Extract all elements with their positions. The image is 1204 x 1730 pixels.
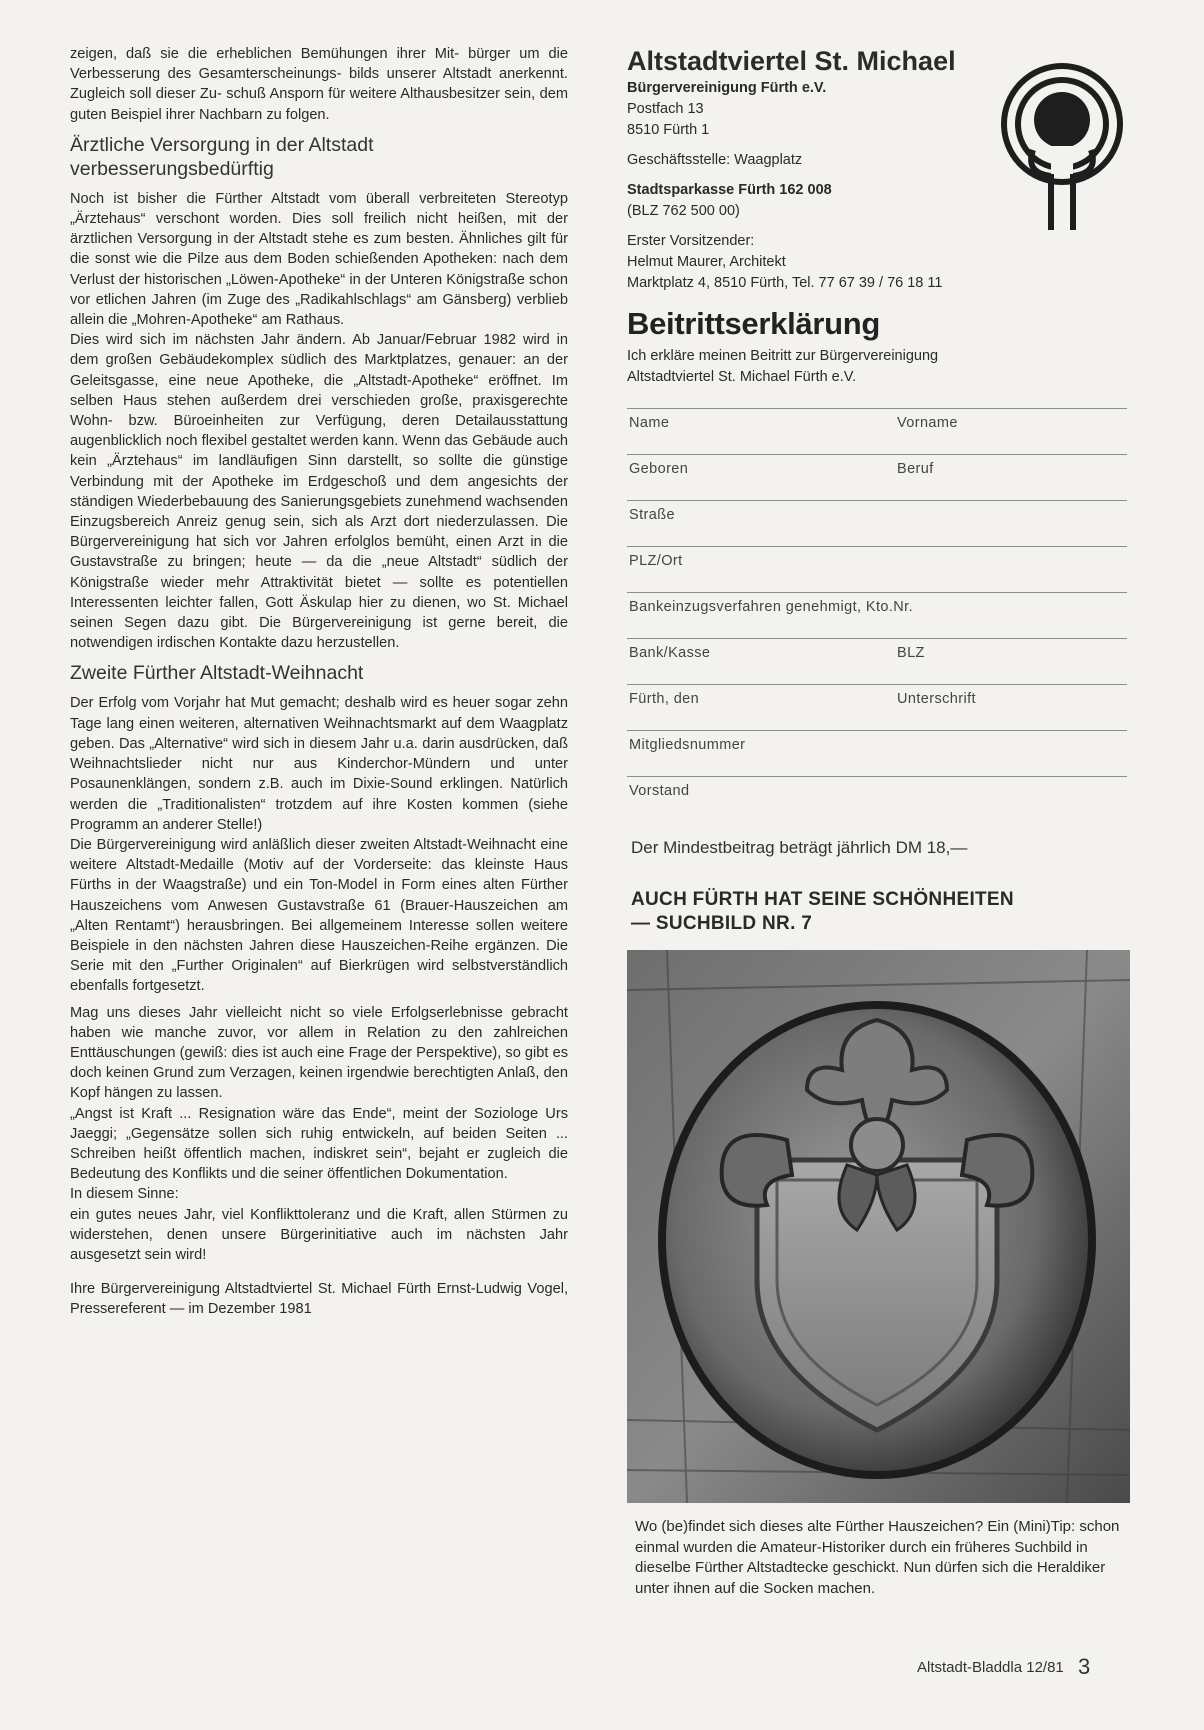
chair-label: Erster Vorsitzender: [627,233,755,249]
photo-caption: Wo (be)findet sich dieses alte Fürther Hauszeichen? Ein (Mini)Tip: schon einmal wurden die Amateur-Historiker durch ein früheres Suchbild in dieselbe Fürther Altstadtecke geschickt. Nun dürfen sich die Heraldiker unter ihnen auf die Socken machen. [635,1518,1120,1597]
field-label-member-number: Mitgliedsnummer [629,737,746,753]
page-footer [917,1654,1137,1680]
form-row-bank[interactable] [627,638,1127,684]
bank-account: Stadtsparkasse Fürth 162 008 [627,182,832,198]
form-row-zip-city[interactable] [627,546,1127,592]
publication-name: Altstadt-Bladdla [917,1659,1023,1676]
intro-line: guten Beispiel ihrer Nachbarn zu folgen. [70,106,330,123]
field-label-place-date: Fürth, den [629,691,700,707]
form-row-direct-debit[interactable] [627,592,1127,638]
declaration-title: Beitrittserklärung [627,306,880,341]
medical-paragraph-2: Dies wird sich im nächsten Jahr ändern. Ab Januar/Februar 1982 wird in dem großen Gebäudekomplex südlich des Marktplatzes, genauer: an der Geleitsgasse, eine neue Apotheke, die „Altstadt-Apotheke“ eröffnet. Im selben Haus stehen außerdem drei verschieden große, praxisgerechte Wohn- bzw. Büroeinheiten zur Verfügung, deren Detailausstattung augenblicklich noch flexibel gestaltet werden kann. Wenn das Gebäude auch kein „Ärztehaus“ im landläufigen Sinn darstellt, so sollte die günstige Verbindung mit der Apotheke im Erdgeschoß und dem angesichts der ständigen Wiederbebauung des Sanierungsgebiets zunehmend wachsenden Einzugsbereich Anreiz genug sein, sich als Arzt dort niederzulassen. Die Bürgervereinigung hat sich vor Jahren erfolglos bemüht, einen Arzt in die Gustavstraße zu bringen; heute — da die „neue Altstadt“ südlich der Königstraße wieder mehr Attraktivität bietet — sollte es potentiellen Interessenten leichter fallen, Gott Äskulap hier zu dienen, wo St. Michael seinen Segen dazu gibt. Die Bürgervereinigung ist gerne bereit, die notwendigen irdischen Kontakte dazu herzustellen. [70,332,568,652]
medical-paragraph-1: Noch ist bisher die Fürther Altstadt vom überall verbreiteten Stereotyp „Ärztehaus“ verschont worden. Dies soll freilich nicht heißen, mit der ärztlichen Versorgung in der Altstadt stehe es zum besten. Ähnliches gilt für die sonst wie die Pilze aus dem Boden schießenden Apotheken: nach dem Verlust der historischen „Löwen-Apotheke“ in der Unteren Königstraße schon vor etlichen Jahren (im Zuge des „Radikahlschlags“ am Gänsberg) verblieb allein die „Mohren-Apotheke“ am Rathaus. [70,190,568,329]
right-column [627,44,1135,1599]
intro-paragraph [70,44,568,125]
signature: Ihre Bürgervereinigung Altstadtviertel St. Michael Fürth Ernst-Ludwig Vogel, Pressereferent — im Dezember 1981 [70,1281,568,1318]
christmas-paragraph-2: Die Bürgervereinigung wird anläßlich dieser zweiten Altstadt-Weihnacht eine weitere Altstadt-Medaille (Motiv auf der Vorderseite: das kleinste Haus Fürths in der Waagstraße) und ein Ton-Model in Form eines alten Fürther Hauszeichens vom Anwesen Gustavstraße 61 (Brauer-Hauszeichen am „Alten Rentamt“) herausbringen. Bei allgemeinem Interesse sollen weitere Beispiele in den nächsten Jahren diese Hauszeichen-Reihe ergänzen. Die Serie mit den „Further Originalen“ auf Bierkrügen wird selbstverständlich ebenfalls fortgesetzt. [70,836,568,995]
field-label-name: Name [629,415,670,431]
field-label-direct-debit: Bankeinzugsverfahren genehmigt, Kto.Nr. [629,599,914,615]
suchbild-title: AUCH FÜRTH HAT SEINE SCHÖNHEITEN — SUCHBILD NR. 7 [631,889,1014,934]
field-label-born: Geboren [629,461,689,477]
field-label-street: Straße [629,507,675,523]
field-label-bank: Bank/Kasse [629,645,711,661]
organization-title: Altstadtviertel St. Michael [627,46,956,76]
city: 8510 Fürth 1 [627,122,710,138]
chair-address: Marktplatz 4, 8510 Fürth, Tel. 77 67 39 / 76 18 11 [627,275,943,291]
declaration-text: Ich erkläre meinen Beitritt zur Bürgervereinigung Altstadtviertel St. Michael Fürth e.V. [627,348,939,385]
intro-line: bilds unserer Altstadt anerkennt. Zugleich soll dieser Zu- [70,66,568,103]
chair-name: Helmut Maurer, Architekt [627,254,786,270]
intro-line: schuß Ansporn für weitere Althausbesitzer sein, dem [226,86,568,103]
intro-line: bürger um die Verbesserung des Gesamterscheinungs- [70,46,568,83]
membership-form [627,408,1127,822]
field-label-signature: Unterschrift [897,691,976,707]
postfach: Postfach 13 [627,101,704,117]
field-label-profession: Beruf [897,461,934,477]
field-label-firstname: Vorname [897,415,958,431]
association-name: Bürgervereinigung Fürth e.V. [627,80,827,96]
christmas-paragraph-1: Der Erfolg vom Vorjahr hat Mut gemacht; deshalb wird es heuer sogar zehn Tage lang einen weiteren, alternativen Weihnachtsmarkt auf dem Waagplatz geben. Das „Alternative“ wird sich in diesem Jahr u.a. darin ausdrücken, daß Weihnachtslieder nicht nur aus Kinderchor-Mündern und unter Posaunenklängen, sondern z.B. auch im Dixie-Sound erklingen. Natürlich werden die „Traditionalisten“ trotzdem auf ihre Kosten kommen (siehe Programm an anderer Stelle!) [70,695,568,833]
minimum-fee: Der Mindestbeitrag beträgt jährlich DM 18,— [631,838,968,857]
intro-line: zeigen, daß sie die erheblichen Bemühungen ihrer Mit- [70,46,460,62]
form-row-board[interactable] [627,776,1127,822]
form-row-member-number[interactable] [627,730,1127,776]
closing-paragraph-2: „Angst ist Kraft ... Resignation wäre das Ende“, meint der Soziologe Urs Jaeggi; „Gegensätze sollen sich ruhig entwickeln, auf beiden Seiten ... Schreiben heißt öffentlich machen, indiskret sein“, bejaht er zugleich die Bedeutung des Konflikts und die seiner öffentlichen Dokumentation. [70,1105,568,1183]
page-number: 3 [1077,1654,1091,1679]
house-sign-photo [627,950,1130,1503]
form-row-name[interactable] [627,408,1127,454]
section-heading-christmas: Zweite Fürther Altstadt-Weihnacht [70,662,364,685]
field-label-blz: BLZ [897,645,925,661]
section-heading-medical: Ärztliche Versorgung in der Altstadt verbesserungsbedürftig [70,133,374,180]
left-column [70,44,568,1326]
issue-number: 12/81 [1026,1659,1064,1676]
closing-paragraph-4: ein gutes neues Jahr, viel Konflikttoleranz und die Kraft, allen Stürmen zu widerstehen, denen unsere Bürgerinitiative auch im nächsten Jahr ausgesetzt sein wird! [70,1206,568,1263]
field-label-zip-city: PLZ/Ort [629,553,683,569]
form-row-date[interactable] [627,684,1127,730]
bank-code: (BLZ 762 500 00) [627,203,740,219]
form-row-street[interactable] [627,500,1127,546]
office-address: Geschäftsstelle: Waagplatz [627,152,803,168]
closing-paragraph-1: Mag uns dieses Jahr vielleicht nicht so viele Erfolgserlebnisse gebracht haben wie manche zuvor, vor allem in Relation zu den zahlreichen Enttäuschungen (gewiß: dies ist auch eine Frage der Perspektive), so gibt es doch keinen Grund zum Verzagen, keinen irgendwie berechtigten Anlaß, den Kopf hängen zu lassen. [70,1004,568,1102]
form-row-born[interactable] [627,454,1127,500]
field-label-board: Vorstand [629,783,690,799]
closing-paragraph-3: In diesem Sinne: [70,1186,179,1203]
